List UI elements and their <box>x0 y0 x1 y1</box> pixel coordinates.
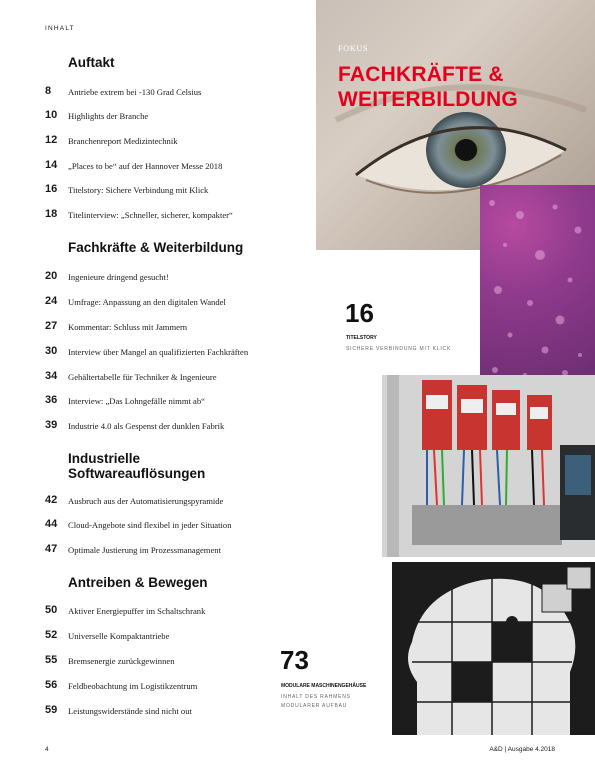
teaser-subtitle: SICHERE VERBINDUNG MIT KLICK <box>346 346 452 352</box>
toc-title: Cloud-Angebote sind flexibel in jeder Situation <box>68 520 232 530</box>
toc-title: Kommentar: Schluss mit Jammern <box>68 322 188 332</box>
teaser-line: INHALT DES RAHMENS <box>281 694 351 700</box>
toc-item[interactable] <box>45 394 295 408</box>
toc-title: Ausbruch aus der Automatisierungspyramide <box>68 496 224 506</box>
section-heading-fachkraefte: Fachkräfte & Weiterbildung <box>68 240 244 255</box>
toc-title: Universelle Kompaktantriebe <box>68 631 170 641</box>
toc-item[interactable] <box>45 604 295 618</box>
toc-title: Gehältertabelle für Techniker & Ingenieure <box>68 372 217 382</box>
toc-title: Interview: „Das Lohngefälle nimmt ab“ <box>68 396 205 406</box>
toc-page-number: 59 <box>45 704 58 716</box>
toc-page-number: 18 <box>45 208 58 220</box>
toc-title: Bremsenergie zurückgewinnen <box>68 656 175 666</box>
toc-page-number: 47 <box>45 543 58 555</box>
toc-page-number: 42 <box>45 494 58 506</box>
toc-title: Ingenieure dringend gesucht! <box>68 272 169 282</box>
toc-page-number: 34 <box>45 370 58 382</box>
toc-page-number: 12 <box>45 134 58 146</box>
toc-item[interactable] <box>45 134 295 148</box>
toc-page-number: 50 <box>45 604 58 616</box>
toc-page-number: 10 <box>45 109 58 121</box>
toc-title: Titelinterview: „Schneller, sicherer, kompakter“ <box>68 210 233 220</box>
section-heading-antreiben: Antreiben & Bewegen <box>68 575 208 590</box>
footer-magazine: A&D | Ausgabe 4.2018 <box>489 746 555 753</box>
focus-kicker: FOKUS <box>338 44 369 53</box>
toc-title: Branchenreport Medizintechnik <box>68 136 178 146</box>
toc-title: Titelstory: Sichere Verbindung mit Klick <box>68 185 209 195</box>
toc-page-number: 27 <box>45 320 58 332</box>
cabinet-illustration <box>382 375 595 557</box>
teaser-kicker: MODULARE MASCHINENGEHÄUSE <box>281 683 367 689</box>
toc-page-number: 52 <box>45 629 58 641</box>
toc-title: Industrie 4.0 als Gespenst der dunklen Fabrik <box>68 421 225 431</box>
toc-item[interactable] <box>45 494 295 508</box>
toc-item[interactable] <box>45 518 295 532</box>
toc-item[interactable] <box>45 704 295 718</box>
footer-page-number: 4 <box>45 746 49 753</box>
toc-title: Aktiver Energiepuffer im Schaltschrank <box>68 606 206 616</box>
toc-title: Antriebe extrem bei -130 Grad Celsius <box>68 87 202 97</box>
toc-page-number: 16 <box>45 183 58 195</box>
section-heading-line: Industrielle <box>68 451 141 466</box>
toc-page-number: 56 <box>45 679 58 691</box>
teaser-page-number: 16 <box>345 298 374 328</box>
toc-title: Highlights der Branche <box>68 111 149 121</box>
focus-title-line: FACHKRÄFTE & <box>338 63 504 86</box>
toc-item[interactable] <box>45 679 295 693</box>
toc-item[interactable] <box>45 320 295 334</box>
toc-item[interactable] <box>45 543 295 557</box>
section-heading-line: Softwareauflösungen <box>68 466 206 481</box>
toc-title: Leistungswiderstände sind nicht out <box>68 706 192 716</box>
toc-item[interactable] <box>45 183 295 197</box>
toc-item[interactable] <box>45 629 295 643</box>
toc-item[interactable] <box>45 654 295 668</box>
toc-item[interactable] <box>45 270 295 284</box>
toc-page-number: 55 <box>45 654 58 666</box>
teaser-kicker: TITELSTORY <box>346 335 377 341</box>
droplets-texture <box>480 185 595 385</box>
toc-title: Optimale Justierung im Prozessmanagement <box>68 545 221 555</box>
toc-item[interactable] <box>45 370 295 384</box>
toc-page-number: 24 <box>45 295 58 307</box>
toc-page-number: 20 <box>45 270 58 282</box>
toc-page-number: 30 <box>45 345 58 357</box>
water-droplets-image <box>480 185 595 385</box>
teaser-page-number: 73 <box>280 645 309 675</box>
puzzle-head-image <box>392 562 595 735</box>
focus-title-line: WEITERBILDUNG <box>338 88 518 111</box>
control-cabinet-image <box>382 375 595 557</box>
toc-title: „Places to be“ auf der Hannover Messe 2018 <box>68 161 223 171</box>
toc-page-number: 36 <box>45 394 58 406</box>
toc-page-number: 14 <box>45 159 58 171</box>
toc-item[interactable] <box>45 295 295 309</box>
toc-item[interactable] <box>45 85 295 99</box>
toc-page-number: 8 <box>45 85 52 97</box>
toc-item[interactable] <box>45 419 295 433</box>
focus-title <box>338 62 518 112</box>
toc-item[interactable] <box>45 208 295 222</box>
toc-item[interactable] <box>45 159 295 173</box>
toc-title: Interview über Mangel an qualifizierten Fachkräften <box>68 347 249 357</box>
teaser-line: MODULARER AUFBAU <box>281 703 348 709</box>
toc-page-number: 39 <box>45 419 58 431</box>
toc-item[interactable] <box>45 109 295 123</box>
toc-item[interactable] <box>45 345 295 359</box>
section-heading-software <box>68 451 205 481</box>
section-heading-auftakt: Auftakt <box>68 55 115 70</box>
toc-page-number: 44 <box>45 518 58 530</box>
page-section-label: INHALT <box>45 25 75 32</box>
toc-title: Umfrage: Anpassung an den digitalen Wandel <box>68 297 226 307</box>
puzzle-illustration <box>392 562 595 735</box>
toc-title: Feldbeobachtung im Logistikzentrum <box>68 681 198 691</box>
